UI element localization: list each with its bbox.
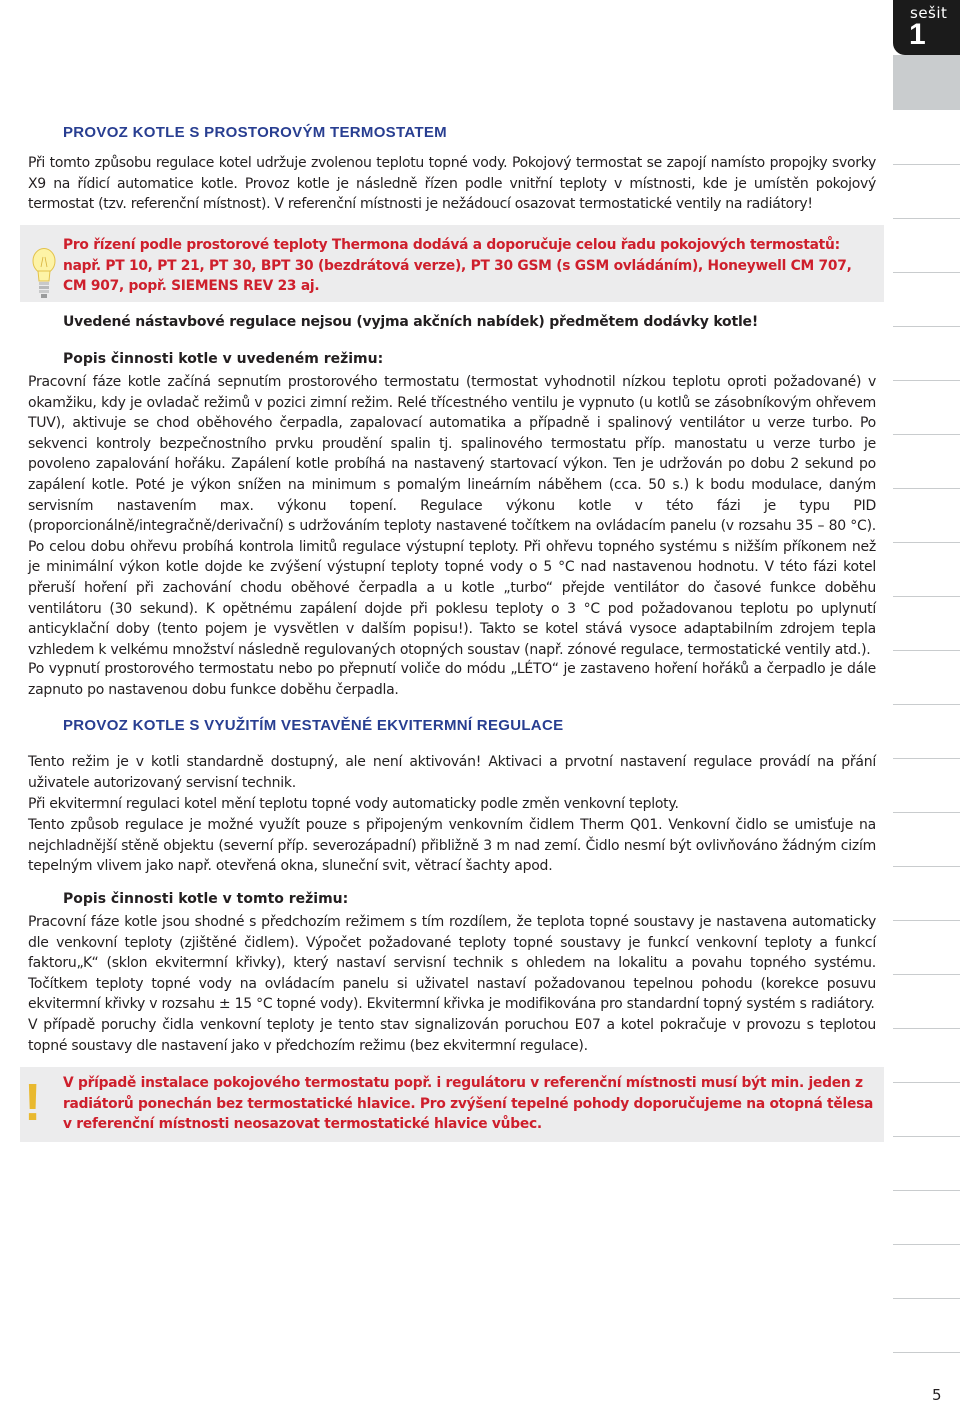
margin-rule: [893, 326, 960, 327]
equithermal-intro: Tento režim je v kotli standardně dostupný, ale není aktivován! Aktivaci a prvotní nastavení regulace provádí na přání uživatele autorizovaný servisní technik.: [28, 754, 876, 791]
margin-rule: [893, 1190, 960, 1191]
margin-rule: [893, 272, 960, 273]
equithermal-principle: Při ekvitermní regulaci kotel mění teplotu topné vody automaticky podle změn venkovní teploty.: [28, 796, 679, 812]
margin-rule: [893, 1244, 960, 1245]
page-number: 5: [932, 1386, 942, 1404]
equithermal-description-end: V případě poruchy čidla venkovní teploty je tento stav signalizován poruchou E07 a kotel pokračuje v provozu s teplotou topné soustavy dle nastavení jako v předchozím režimu (bez ekvitermní regulace).: [28, 1017, 876, 1054]
operation-description-heading: Popis činnosti kotle v uvedeném režimu:: [63, 351, 384, 367]
equithermal-description-body: Pracovní fáze kotle jsou shodné s předchozím režimem s tím rozdílem, že teplota topné soustavy je nastavena automaticky dle venkovní teploty (zjištěné čidlem). Výpočet požadované teploty topné soustavy je funkcí venkovní teploty a funkcí faktoru„K“ (sklon ekvitermní křivky), který nastaví servisní technik s ohledem na lokalitu a povahu topného systému. Točítkem teploty topné vody na ovládacím panelu si uživatel nastaví požadovanou tepelnou pohodu (korekce posuvu ekvitermní křivky v rozsahu ± 15 °C topné vody). Ekvitermní křivka je modifikována pro standardní topný systém s radiátory.: [28, 914, 876, 1013]
margin-rule: [893, 758, 960, 759]
margin-rule: [893, 218, 960, 219]
tip-box: [20, 225, 884, 302]
thermostat-tip-text: Pro řízení podle prostorové teploty Thermona dodává a doporučuje celou řadu pokojových termostatů: např. PT 10, PT 21, PT 30, BPT 30 (bezdrátová verze), PT 30 GSM (s GSM ovládáním), Honeywell CM 707, CM 907, popř. SIEMENS REV 23 aj.: [63, 237, 852, 295]
margin-rule: [893, 1082, 960, 1083]
operation-description-body: Pracovní fáze kotle začíná sepnutím prostorového termostatu (termostat vyhodnotil nízkou teplotu oproti požadované) v okamžiku, kdy je ovladač režimů v pozici zimní režim. Relé třícestného ventilu je vypnuto (u kotlů se zásobníkovým ohřevem TUV), aktivuje se chod oběhového čerpadla, zapalovací automatika a případně i spalinový ventilátor u verze turbo. Po sekvenci kontroly bezpečnostního prvku proudění spalin tj. spalinového termostatu příp. manostatu u verze turbo je povoleno zapalování hořáku. Zapálení kotle probíhá na nastavený startovací výkon. Ten je udržován po dobu 2 sekund po zapálení kotle. Poté je výkon snížen na minimum s pomalým lineárním náběhem (cca. 50 s.) k bodu modulace, daným servisním nastavením max. výkonu topení. Regulace výkonu kotle v této fázi je typu PID (proporcionálně/integračně/derivační) s udržováním teploty nastavené točítkem na ovládacím panelu (v rozsahu 35 – 80 °C). Po celou dobu ohřevu probíhá kontrola limitů regulace výstupní teploty. Při ohřevu topného systému s nižším příkonem než je minimální výkon kotle dojde ke zvýšení výstupní teploty topné vody o 5 °C nad nastavenou hodnotu. V této fázi kotel přeruší hoření při zachování chodu oběhové čerpadla a u kotle „turbo“ přejde ventilátor do časové funkce doběhu ventilátoru (30 sekund). K opětnému zapálení dojde při poklesu teploty o 3 °C pod požadovanou teplotu po uplynutí anticyklační doby (tento pojem je vysvětlen v dalším popisu!). Takto se kotel stává vysoce adaptabilním zdrojem tepla vzhledem k velkému množství následně regulovaných otopných soustav (např. zónové regulace, termostatické ventily atd.).: [28, 374, 876, 658]
section-tab-label: sešit: [910, 4, 948, 22]
margin-rule: [893, 1028, 960, 1029]
margin-rule: [893, 704, 960, 705]
margin-rule: [893, 650, 960, 651]
margin-rule: [893, 1352, 960, 1353]
warning-box: [20, 1067, 884, 1142]
thermostat-intro: Při tomto způsobu regulace kotel udržuje zvolenou teplotu topné vody. Pokojový termostat se zapojí namísto propojky svorky X9 na řídicí automatice kotle. Provoz kotle je následně řízen podle vnitřní teploty v místnosti, kde je umístěn pokojový termostat (tzv. referenční místnost). V referenční místnosti je nežádoucí osazovat termostatické ventily na radiátory!: [28, 155, 876, 213]
margin-rule: [893, 596, 960, 597]
margin-rule: [893, 164, 960, 165]
equithermal-description-heading: Popis činnosti kotle v tomto režimu:: [63, 891, 349, 907]
margin-rule: [893, 812, 960, 813]
section-heading-equithermal: PROVOZ KOTLE S VYUŽITÍM VESTAVĚNÉ EKVITERMNÍ REGULACE: [63, 717, 564, 734]
margin-rule: [893, 866, 960, 867]
section-tab-dark: [893, 0, 960, 55]
margin-rule: [893, 920, 960, 921]
section-heading-thermostat: PROVOZ KOTLE S PROSTOROVÝM TERMOSTATEM: [63, 124, 447, 141]
margin-rule: [893, 974, 960, 975]
margin-rule: [893, 1298, 960, 1299]
margin-rule: [893, 488, 960, 489]
margin-rule: [893, 434, 960, 435]
warning-text: V případě instalace pokojového termostatu popř. i regulátoru v referenční místnosti musí být min. jeden z radiátorů ponechán bez termostatické hlavice. Pro zvýšení tepelné pohody doporučujeme na otopná tělesa v referenční místnosti neosazovat termostatické hlavice vůbec.: [63, 1075, 874, 1133]
section-tab: [893, 0, 960, 110]
delivery-note: Uvedené nástavbové regulace nejsou (vyjma akčních nabídek) předmětem dodávky kotle!: [63, 314, 759, 330]
lightbulb-icon: [32, 247, 56, 299]
margin-rule: [893, 1136, 960, 1137]
margin-rule: [893, 542, 960, 543]
section-tab-number: 1: [909, 18, 926, 51]
section-tab-light: [893, 55, 960, 110]
operation-description-end: Po vypnutí prostorového termostatu nebo po přepnutí voliče do módu „LÉTO“ je zastaveno hoření hořáků a čerpadlo je dále zapnuto po nastavenou dobu funkce doběhu čerpadla.: [28, 661, 876, 698]
warning-icon: !: [24, 1074, 42, 1132]
equithermal-sensor: Tento způsob regulace je možné využít pouze s připojeným venkovním čidlem Therm Q01. Venkovní čidlo se umisťuje na nejchladnější stěně objektu (severní příp. severozápadní) přibližně 3 m nad zemí. Čidlo nesmí být ovlivňováno žádným cizím tepelným vlivem jako např. otevřená okna, sluneční svit, větrací šachty apod.: [28, 817, 876, 875]
margin-rule: [893, 380, 960, 381]
